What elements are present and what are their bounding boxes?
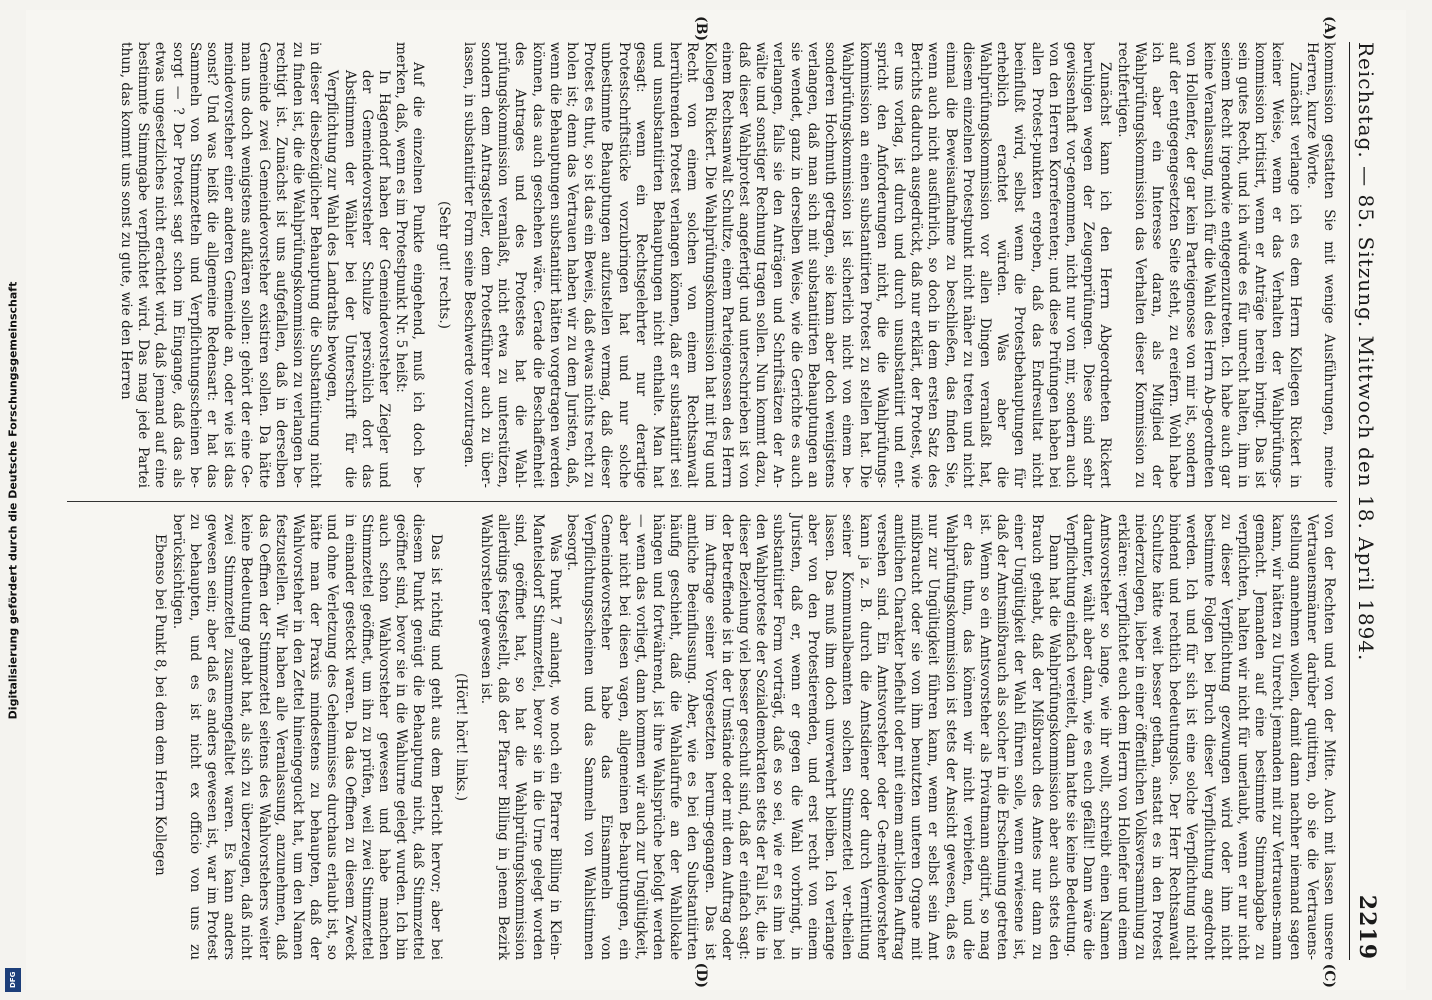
paragraph: Zunächst kann ich den Herrn Abgeordneten Rickert beruhigen wegen der Zeugenprüfungen. Diese sind sehr gewissenhaft vor-genommen, nicht nur von mir, sondern auch von den Herren Korreferenten; und diese Prüfungen haben bei allen Protest-punkten ergeben, daß das Endresultat nicht beeinflußt wird, selbst wenn die Protestbehauptungen für erheblich erachtet würden. Was aber die Wahlprüfungskommission vor allen Dingen veranlaßt hat, diesem einzelnen Protestpunkt nicht näher zu treten und nicht einmal die Beweisaufnahme zu beschließen, das finden Sie, wenn auch nicht ausführlich, so doch in dem ersten Satz des Berichts dadurch ausgedrückt, daß nur erklärt, der Protest, wie er uns vorlag, ist durch und durch unsubstantiirt und ent-spricht den Anforderungen nicht, die die Wahlprüfungs-kommission an einen substantiirten Protest zu stellen hat. Die Wahlprüfungskommission ist sicherlich nicht von einem be-sonderen Hochmuth getragen, sie kann aber doch wenigstens verlangen, daß man sich mit substantiirten Behauptungen an sie wendet, ganz in derselben Weise, wie die Gerichte es auch verlangen, falls sie den Anträgen und Schriftsätzen der An-wälte und sonstiger Rechnung tragen sollen. Nun kommt dazu, daß dieser Wahlprotest angefertigt und unterschrieben ist von einem Rechtsanwalt Schultze, einem Parteigenossen des Herrn Kollegen Rickert. Die Wahlprüfungskommission hat mit Fug und Recht von einem solchen von einem Rechtsanwalt herrührenden Protest verlangen können, daß er substantiirt sei und unsubstantiirten Behauptungen nicht enthalte. Man hat gesagt: wenn ein Rechtsgelehrter nur derartige Protestschriftstücke vorzubringen hat und nur solche unbestimmte Behauptungen aufzustellen vermag, daß dieser Protest es thut, so ist das ein Beweis, daß etwas nichts recht zu holen ist; denn das Vertrauen haben wir zu dem Juristen, daß, wenn die Behauptungen substantiirt hätten vorgetragen werden können, das auch geschehen wäre. Gerade die Beschaffenheit des Antrages und des Protestes hat die Wahl-prüfungskommission veranlaßt, nicht etwa zu unterstützen, sondern dem Antragsteller, dem Protestführer auch zu über-lassen, in substantiirter Form seine Beschwerde vorzutragen. — [460, 42, 1114, 488]
running-head: Reichstag. — 85. Sitzung. Mittwoch den 18. April 1894. — [1354, 42, 1378, 662]
right-column — [67, 514, 1337, 988]
paragraph: Das ist richtig und geht aus dem Bericht hervor; aber bei diesem Punkt genügt die Behauptung nicht, daß Stimmzettel geöffnet sind, bevor sie in die Wahlurne gelegt wurden. Ich bin auch schon Wahlvorsteher gewesen und habe manchen Stimmzettel geöffnet, um ihn zu prüfen, weil zwei Stimmzettel in einander gesteckt waren. Da das Oeffnen zu diesem Zweck und ohne Verletzung des Geheimnisses durchaus erlaubt ist, so hätte man der Praxis mindestens zu behaupten, daß der Wahlvorsteher in den Zettel hineingeguckt hat, um den Namen festzustellen. Wir haben alle Veranlassung, anzunehmen, daß das Oeffnen der Stimmzettel seitens des Wahlvorstehers weiter keine Bedeutung gehabt hat, als sich zu überzeugen, daß nicht zwei Stimmzettel zusammengefaltet waren. Es kann anders gewesen sein; aber daß es anders gewesen ist, war im Protest zu behaupten, und es ist nicht ex officio von uns zu berücksichtigen. — [169, 514, 444, 960]
margin-mark-c: (C) — [1321, 963, 1337, 988]
page-number: 2219 — [1354, 894, 1380, 960]
column-divider — [67, 501, 1337, 502]
paragraph: Auf die einzelnen Punkte eingehend, muß ich doch be-merken, daß, wenn es im Protestpunkt Nr. 5 heißt: — [393, 42, 427, 488]
paragraph: Zunächst verlange ich es dem Herrn Kollegen Rickert in keiner Weise, wenn er das Verhalten der Wahlprüfungs-kommission kritisirt, wenn er Anträge herein bringt. Das ist sein gutes Recht, und ich würde es für unrecht halten, ihm in seinem Recht irgendwie entgegenzutreten. Ich habe auch gar keine Veranlassung, mich für die Wahl des Herrn Ab-geordneten von Hollenfer, der gar kein Parteigenosse von mir ist, sondern auf der entgegengesetzten Seite steht, zu ereifern. Wohl habe ich aber ein Interesse daran, als Mitglied der Wahlprüfungskommission das Verhalten dieser Kommission zu rechtfertigen. — [1114, 42, 1303, 488]
paragraph: Was Punkt 7 anlangt, wo noch ein Pfarrer Billing in Klein-Mantelsdorf Stimmzettel, bevor sie in die Urne gelegt worden sind, geöffnet hat, so hat die Wahlprüfungskommission allerdings festgestellt, daß der Pfarrer Billing in jenem Bezirk Wahlvorsteher gewesen ist. — [478, 514, 563, 960]
dfg-logo — [5, 968, 21, 992]
digitization-credit-text: Digitalisierung gefördert durch die Deutsche Forschungsgemeinschaft — [6, 281, 20, 719]
dfg-logo-text: DFG — [9, 971, 17, 989]
page-header — [1349, 42, 1388, 960]
margin-mark-d: (D) — [693, 962, 709, 988]
paragraph: in dieser diesbezüglicher Behauptung die Substantiirung nicht zu finden ist, die die Wahlprüfungskommission zu verlangen be-rechtigt ist. Zunächst ist uns aufgefallen, daß in derselben Gemeinde zwei Gemeindevorsteher existiren sollen. Da hätte man uns doch wenigstens aufklären sollen: gehört der eine Ge-meindevorsteher einer anderen Gemeinde an, oder wie ist das sonst? Und was heißt die allgemeine Redensart: er hat das Sammeln von Stimmzetteln und Verpflichtungsscheinen be-sorgt — ? Der Protest sagt schon im Eingange, daß das als etwas ungesetzliches nicht erachtet wird, daß jemand auf eine bestimmte Stimmgabe verpflichtet wird. Das mag jede Partei thun, das kommt uns sonst zu gute, wie den Herren — [117, 42, 324, 488]
page-body — [67, 16, 1337, 988]
margin-mark-b: (B) — [693, 16, 709, 42]
paragraph: Dann hat die Wahlprüfungskommission aber auch stets den Brauch gehabt, daß der Mißbrauch des Amtes nur dann zu einer Ungültigkeit der Wahl führen solle, wenn erwiesene ist, daß der Amtsmißbrauch als solcher in die Erscheinung getreten ist. Wenn so ein Amtsvorsteher als Privatmann agitirt, so mag er das thun, das können wir nicht verbieten, und die Wahlprüfungskommission ist stets der Ansicht gewesen, daß es nur zur Ungültigkeit führen kann, wenn er selbst sein Amt mißbraucht oder sie von ihm benutzten unteren Organe mit amtlichen Charakter befiehlt oder mit einem amt-lichen Auftrag versehen sind. Ein Amtsvorsteher oder Ge-meindevorsteher kann ja z. B. durch die Amtsdiener oder durch Vermittlung seiner Kommunalbeamten solchen Stimmzettel ver-theilen lassen. Das muß ihm doch unverwehrt bleiben. Ich verlange aber von den Protestierenden, und erst recht von einem Juristen, daß er, wenn er gegen die Wahl vorbringt, in substantiirter Form vorträgt, daß es so sei, wie er es ihm bei den Wahlproteste der Sozialdemokraten stets der Fall ist, die in dieser Beziehung viel besser geschult sind, daß er einfach sagt: der Betreffende ist in der Umstände oder mit dem Auftrag oder im Auftrage seiner Vorgesetzten herum-gegangen. Das ist amtliche Beeinflussung. Aber, wie es bei den Substantiirten häufig geschieht, daß die Wahlaufrufe an der Wahllokale hängen und fortwährend, ist ihre Wahlsprüche befolgt werden — wenn das vorliegt, dann kommen wir auch zur Ungültigkeit, aber nicht bei diesen vagen, allgemeinen Be-hauptungen, ein Gemeindevorsteher habe das Einsammeln von Verpflichtungsscheinen und das Sammeln von Wahlstimmen besorgt. — [564, 514, 1062, 960]
left-column — [67, 16, 1337, 488]
paragraph: von der Rechten und von der Mitte. Auch mit lassen unsere Vertrauensmänner darüber quittiren, ob sie die Vertrauens-stellung annehmen wollen, damit dann nachher niemand sagen kann, wir hätten zu Unrecht jemanden mit zur Vertrauens-mann gemacht. Jemanden auf eine bestimmte Stimmabgabe zu verpflichten, halten wir nicht für unerlaubt, wenn er nur nicht zu dieser Verpflichtung gezwungen wird oder ihm nicht bestimmte Folgen bei Bruch dieser Verpflichtung angedroht werden. Ich und für sich ist eine solche Verpflichtung nicht bindend und rechtlich bedeutungslos. Der Herr Rechtsanwalt Schultze hätte weit besser gethan, anstatt es in den Protest niederzulegen, lieber in einer öffentlichen Volksversammlung zu erklären: verpflichtet euch dem Herrn von Hollenfer und einem Amtsvorsteher so lange, wie ihr wollt, schreibt einen Namen darunter, wählt aber dann, wie es euch gefällt! Dann wäre die Verpflichtung einfach vereitelt, dann hatte sie keine Bedeutung. — [1062, 514, 1337, 960]
paragraph: kommission gestatten Sie mit wenige Ausführungen, meine Herren, kurze Worte. — [1303, 42, 1337, 488]
digitization-credit — [4, 0, 22, 1000]
interjection: (Hört! hört! links.) — [452, 672, 469, 802]
interjection: (Sehr gut! rechts.) — [435, 201, 452, 329]
scanned-page — [26, 10, 1406, 990]
paragraph: Ebenso bei Punkt 8, bei dem dem Herrn Kollegen — [152, 534, 169, 876]
quoted-passage: In Hagendorf haben der Gemeindevorsteher Ziegler und der Gemeindevorsteher Schulze persönlich dort das Abstimmen der Wähler bei der Unterschrift für die Verpflichtung zur Wahl des Landraths bewogen, — [324, 70, 393, 488]
margin-mark-a: (A) — [1321, 16, 1337, 41]
